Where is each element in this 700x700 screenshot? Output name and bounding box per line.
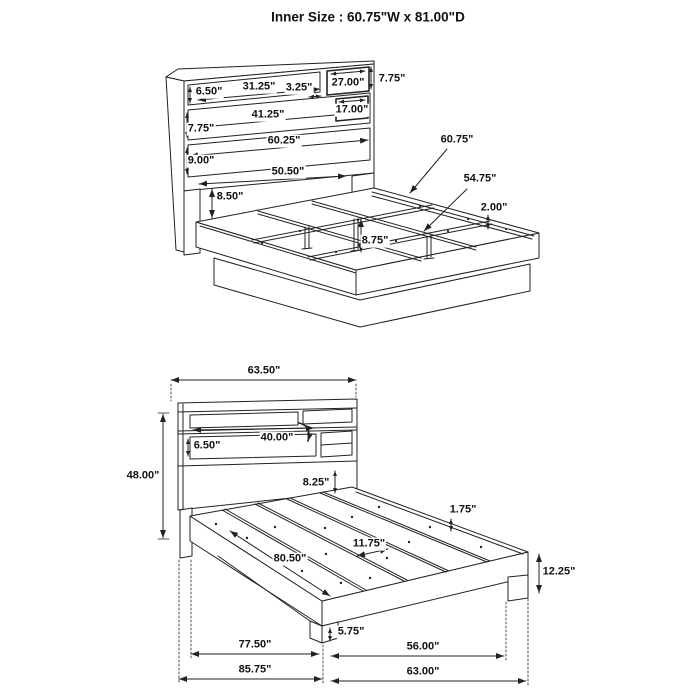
dim-top-shelf1-left-width: 31.25": [242, 80, 276, 93]
page-title: Inner Size : 60.75"W x 81.00"D: [271, 9, 465, 25]
dim-bottom-corner-height: 12.25": [542, 565, 576, 578]
dim-top-post-opening-height: 8.50": [216, 190, 244, 203]
dim-bottom-length-overall: 85.75": [238, 663, 272, 676]
dim-top-shelf1-right-height: 7.75": [378, 72, 406, 85]
dim-bottom-width-inner: 56.00": [406, 640, 440, 653]
dim-bottom-shelf-opening-height: 6.50": [193, 439, 221, 452]
dim-top-shelf3-height: 9.00": [187, 154, 215, 167]
dim-top-shelf2-right-width: 17.00": [335, 103, 369, 116]
dim-top-shelf1-right-width: 27.00": [331, 76, 365, 89]
dim-top-post-opening-width: 50.50": [271, 165, 305, 178]
dim-top-shelf1-height: 6.50": [195, 85, 223, 98]
dim-top-slat-support-width: 54.75": [463, 172, 497, 185]
dim-bottom-headboard-height: 48.00": [126, 469, 160, 482]
bottom-view-drawing: [158, 380, 539, 686]
dim-top-shelf2-width: 41.25": [251, 108, 285, 121]
dim-bottom-deck-length: 80.50": [273, 552, 307, 565]
dim-top-rail-offset: 2.00": [480, 201, 508, 214]
dim-top-shelf2-height: 7.75": [187, 122, 215, 135]
dim-top-frame-inner-width: 60.75": [440, 133, 474, 146]
dim-bottom-length-inner: 77.50": [238, 638, 272, 651]
dim-top-support-leg-height: 8.75": [361, 234, 389, 247]
dim-bottom-slat-gap: 11.75": [352, 537, 386, 550]
dim-bottom-shelf-opening-width: 40.00": [260, 431, 294, 444]
dim-bottom-rail-lip-height: 1.75": [449, 503, 477, 516]
dim-top-shelf3-width: 60.25": [267, 134, 301, 147]
dim-bottom-width-overall: 63.00": [406, 665, 440, 678]
dim-bottom-deck-to-shelf-gap: 8.25": [302, 476, 330, 489]
dim-bottom-headboard-width: 63.50": [247, 364, 281, 377]
dim-top-shelf1-divider: 3.25": [285, 81, 313, 94]
dim-bottom-base-rail-height: 5.75": [337, 625, 365, 638]
